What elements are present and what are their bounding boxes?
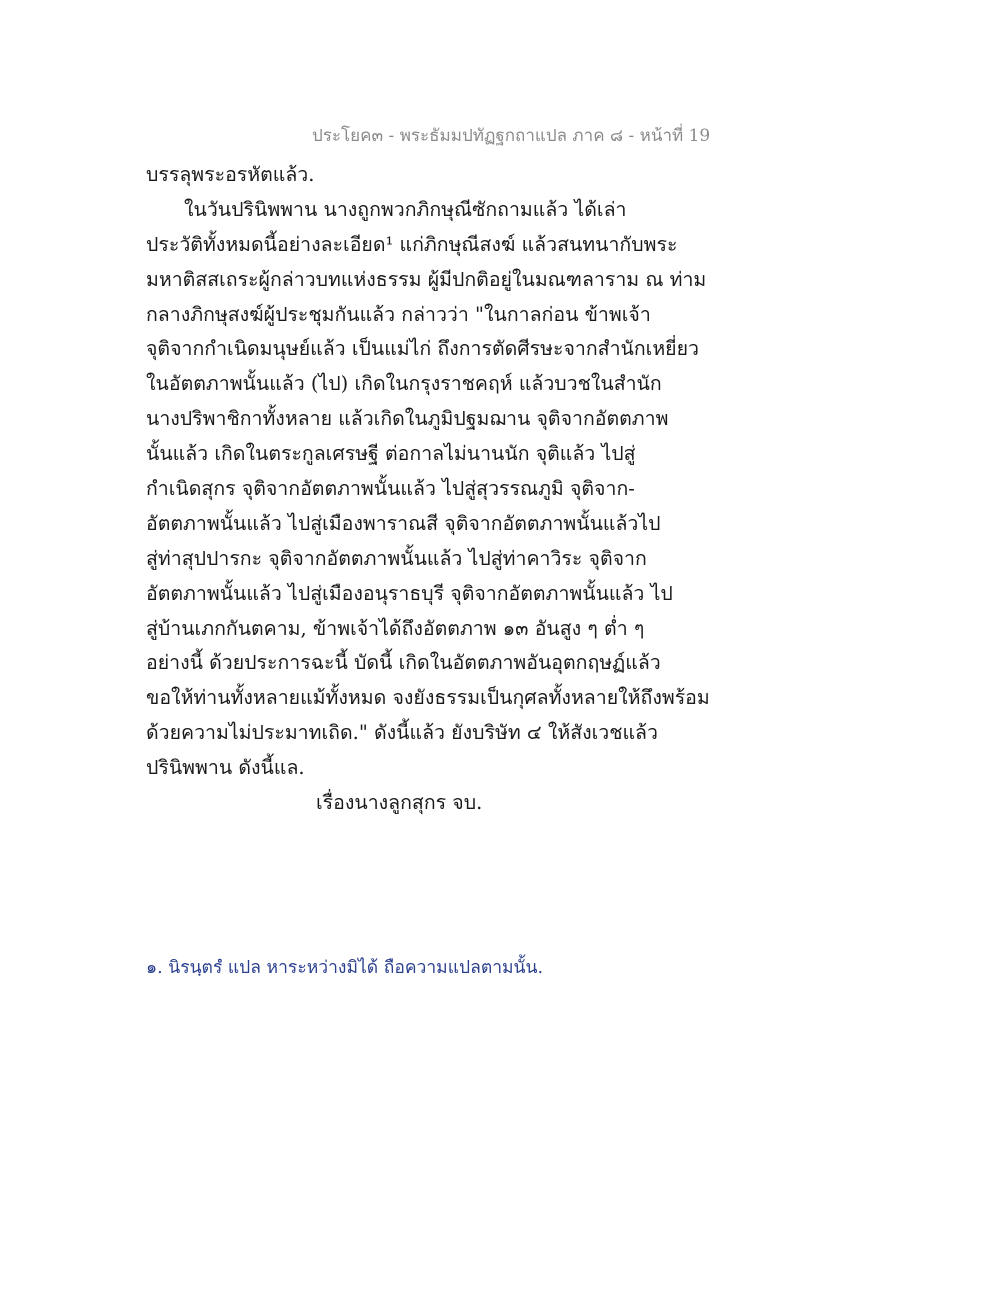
paragraph-line: อัตตภาพนั้นแล้ว ไปสู่เมืองพาราณสี จุติจากอัตตภาพนั้นแล้วไป — [146, 511, 661, 535]
paragraph-line: ขอให้ท่านทั้งหลายแม้ทั้งหมด จงยังธรรมเป็นกุศลทั้งหลายให้ถึงพร้อม — [146, 686, 710, 710]
paragraph-line: ในอัตตภาพนั้นแล้ว (ไป) เกิดในกรุงราชคฤห์ แล้วบวชในสำนัก — [146, 372, 662, 396]
paragraph-line: นางปริพาชิกาทั้งหลาย แล้วเกิดในภูมิปฐมฌาน จุติจากอัตตภาพ — [146, 407, 669, 431]
paragraph-line: ประวัติทั้งหมดนี้อย่างละเอียด¹ แก่ภิกษุณีสงฆ์ แล้วสนทนากับพระ — [146, 232, 678, 256]
footnote: ๑. นิรนฺตรํ แปล หาระหว่างมิได้ ถือความแปลตามนั้น. — [146, 958, 544, 978]
paragraph-line: กำเนิดสุกร จุติจากอัตตภาพนั้นแล้ว ไปสู่สุวรรณภูมิ จุติจาก- — [146, 477, 635, 501]
paragraph-line: อัตตภาพนั้นแล้ว ไปสู่เมืองอนุราธบุรี จุติจากอัตตภาพนั้นแล้ว ไป — [146, 581, 673, 605]
paragraph-line: ในวันปรินิพพาน นางถูกพวกภิกษุณีซักถามแล้ว ได้เล่า — [184, 197, 627, 221]
body-text — [146, 158, 710, 821]
paragraph-line: อย่างนี้ ด้วยประการฉะนี้ บัดนี้ เกิดในอัตตภาพอันอุตกฤษฏ์แล้ว — [146, 651, 661, 675]
paragraph-line: นั้นแล้ว เกิดในตระกูลเศรษฐี ต่อกาลไม่นานนัก จุติแล้ว ไปสู่ — [146, 442, 636, 466]
paragraph-line: บรรลุพระอรหัตแล้ว. — [146, 163, 315, 186]
running-header: ประโยค๓ - พระธัมมปทัฏฐกถาแปล ภาค ๘ - หน้าที่ 19 — [312, 126, 711, 146]
story-end-line: เรื่องนางลูกสุกร จบ. — [316, 791, 483, 815]
paragraph-line: มหาติสสเถระผู้กล่าวบทแห่งธรรม ผู้มีปกติอยู่ในมณฑลาราม ณ ท่าม — [146, 267, 707, 291]
paragraph-line: สู่ท่าสุปปารกะ จุติจากอัตตภาพนั้นแล้ว ไปสู่ท่าคาวิระ จุติจาก — [146, 546, 647, 570]
paragraph-line: สู่บ้านเภกกันตคาม, ข้าพเจ้าได้ถึงอัตตภาพ ๑๓ อันสูง ๆ ต่ำ ๆ — [146, 616, 645, 640]
paragraph-line: ปรินิพพาน ดังนี้แล. — [146, 756, 305, 780]
paragraph-line: กลางภิกษุสงฆ์ผู้ประชุมกันแล้ว กล่าวว่า "ในกาลก่อน ข้าพเจ้า — [146, 302, 651, 326]
paragraph-line: ด้วยความไม่ประมาทเถิด." ดังนี้แล้ว ยังบริษัท ๔ ให้สังเวชแล้ว — [146, 721, 658, 745]
paragraph-line: จุติจากกำเนิดมนุษย์แล้ว เป็นแม่ไก่ ถึงการตัดศีรษะจากสำนักเหยี่ยว — [146, 337, 699, 361]
